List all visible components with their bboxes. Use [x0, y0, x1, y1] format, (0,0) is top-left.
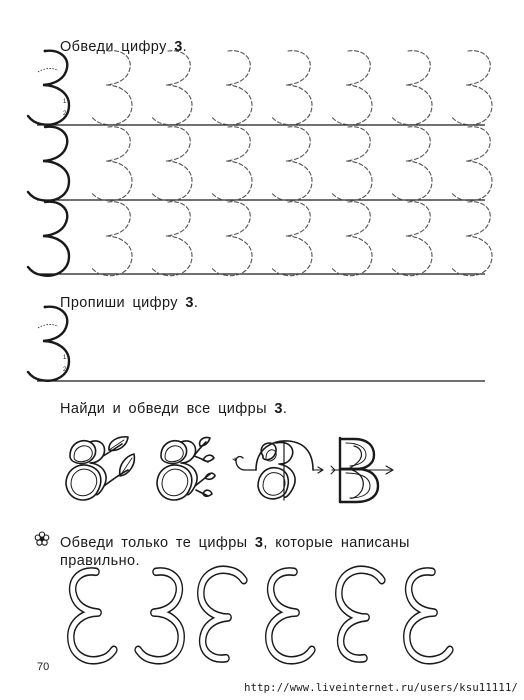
stroke-hint-1: 1 [63, 99, 67, 105]
tracing-digit-3[interactable] [451, 51, 492, 125]
task-3-text: Найди и обведи все цифры [60, 401, 275, 417]
tracing-digit-3[interactable] [91, 127, 132, 201]
task-2-text: Пропиши цифру [60, 295, 186, 311]
tracing-digit-3[interactable] [211, 202, 252, 276]
tracing-digit-3[interactable] [211, 51, 252, 125]
page-number: 70 [37, 661, 50, 673]
task-3-digit: 3 [274, 401, 283, 417]
task-4-instruction-line2: правильно. [60, 553, 140, 569]
tracing-digit-3[interactable] [391, 51, 432, 125]
task-4-text-end: , которые написаны [263, 535, 410, 551]
tracing-digit-3[interactable] [271, 51, 312, 125]
task-3-end: . [282, 401, 288, 417]
tracing-digit-3[interactable] [451, 127, 492, 201]
sample-digit-3 [28, 127, 69, 201]
task-2-digit: 3 [185, 295, 194, 311]
hidden-three-flower-picture [66, 437, 134, 500]
tracing-digit-3[interactable] [331, 51, 372, 125]
task-1-digit: 3 [174, 39, 183, 55]
task-4-digit: 3 [254, 535, 264, 551]
start-dot [44, 306, 47, 309]
stroke-hint-2: 2 [63, 111, 67, 117]
tracing-digit-3[interactable] [151, 51, 192, 125]
start-dot [44, 50, 47, 53]
tracing-digit-3[interactable] [451, 202, 492, 276]
stroke-hint-2: 2 [63, 367, 67, 373]
task-4-text: Обведи только те цифры [60, 535, 255, 551]
tracing-digit-3[interactable] [91, 51, 132, 125]
tracing-digit-3[interactable] [391, 202, 432, 276]
tracing-digit-3[interactable] [151, 202, 192, 276]
tracing-digit-3[interactable] [331, 127, 372, 201]
tracing-digit-3[interactable] [271, 202, 312, 276]
tracing-digit-3[interactable] [271, 127, 312, 201]
sample-digit-3 [28, 202, 69, 276]
hidden-three-arrow-picture [331, 438, 393, 502]
tracing-digit-3[interactable] [151, 127, 192, 201]
hidden-three-plant-picture [157, 437, 215, 500]
tracing-digit-3[interactable] [331, 202, 372, 276]
hidden-three-umbrella-picture [233, 441, 323, 500]
tracing-digit-3[interactable] [391, 127, 432, 201]
task-1-text: Обведи цифру [60, 39, 175, 55]
stroke-arrow [38, 68, 58, 72]
task-2-end: . [193, 295, 199, 311]
watermark-url: http://www.liveinternet.ru/users/ksu11111/ [244, 682, 518, 694]
stroke-arrow [38, 324, 58, 328]
tracing-digit-3[interactable] [91, 202, 132, 276]
tracing-digit-3[interactable] [211, 127, 252, 201]
stroke-hint-1: 1 [63, 355, 67, 361]
task-1-end: . [182, 39, 188, 55]
